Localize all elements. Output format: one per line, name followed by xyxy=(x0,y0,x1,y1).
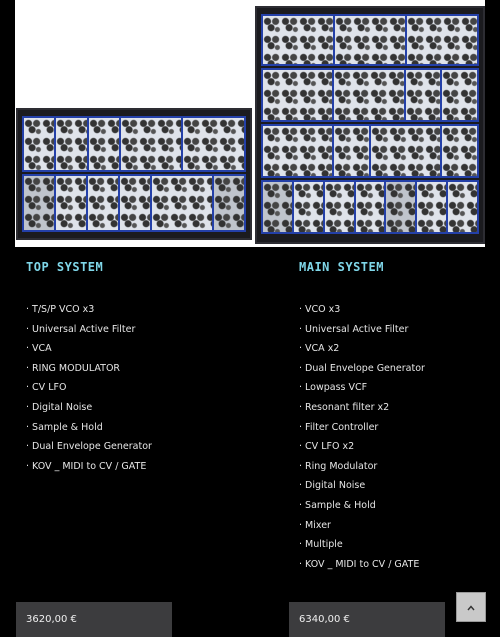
synth-module xyxy=(294,182,323,232)
main-case-row-3 xyxy=(261,124,479,178)
synth-module xyxy=(152,176,212,230)
main-system-section xyxy=(299,258,425,574)
list-item: · Dual Envelope Generator xyxy=(299,362,425,374)
synth-module xyxy=(407,16,477,64)
list-item: · VCO x3 xyxy=(299,304,341,315)
main-system-list xyxy=(299,300,425,574)
synth-module xyxy=(263,182,292,232)
scroll-top-button[interactable] xyxy=(456,592,486,622)
list-item: · VCA x2 xyxy=(299,343,340,355)
product-photo xyxy=(15,0,485,247)
top-system-price-button[interactable]: 3620,00 € xyxy=(16,602,172,637)
synth-module xyxy=(386,182,415,232)
list-item: · Digital Noise xyxy=(299,480,366,492)
list-item: · Universal Active Filter xyxy=(26,323,136,335)
synth-module xyxy=(56,118,86,170)
list-item: · KOV _ MIDI to CV / GATE xyxy=(299,558,420,570)
top-case-row-1 xyxy=(22,116,246,172)
synth-module xyxy=(263,16,333,64)
synth-module xyxy=(120,176,150,230)
main-case-row-4 xyxy=(261,180,479,234)
synth-module xyxy=(24,118,54,170)
synth-module xyxy=(356,182,385,232)
list-item: · VCA xyxy=(26,343,52,355)
list-item: · CV LFO xyxy=(26,382,67,394)
synth-module xyxy=(334,70,403,120)
list-item: · Ring Modulator xyxy=(299,460,378,472)
list-item: · T/S/P VCO x3 xyxy=(26,304,95,315)
synth-module xyxy=(371,126,440,176)
synth-module xyxy=(56,176,86,230)
synth-module xyxy=(121,118,182,170)
main-case-row-1 xyxy=(261,14,479,66)
top-case-row-2 xyxy=(22,174,246,232)
list-item: · Mixer xyxy=(299,519,331,531)
list-item: · Resonant filter x2 xyxy=(299,401,390,413)
list-item: · Filter Controller xyxy=(299,421,379,433)
synth-module xyxy=(406,70,441,120)
synth-module xyxy=(334,126,369,176)
list-item: · Universal Active Filter xyxy=(299,323,409,335)
synth-module xyxy=(417,182,446,232)
list-item: · RING MODULATOR xyxy=(26,362,121,374)
synth-module xyxy=(325,182,354,232)
list-item: · KOV _ MIDI to CV / GATE xyxy=(26,460,147,472)
main-case-row-2 xyxy=(261,68,479,122)
list-item: · Lowpass VCF xyxy=(299,382,368,394)
synth-module xyxy=(442,126,477,176)
main-system-title: MAIN SYSTEM xyxy=(299,260,384,274)
list-item: · Dual Envelope Generator xyxy=(26,441,152,453)
top-system-list xyxy=(26,300,152,476)
synth-module xyxy=(88,176,118,230)
list-item: · Sample & Hold xyxy=(299,499,376,511)
main-system-price-button[interactable]: 6340,00 € xyxy=(289,602,445,637)
main-system-case xyxy=(255,6,485,244)
list-item: · Multiple xyxy=(299,539,343,551)
top-system-case xyxy=(16,108,252,240)
chevron-up-icon xyxy=(466,598,476,617)
list-item: · Sample & Hold xyxy=(26,421,103,433)
synth-module xyxy=(89,118,119,170)
synth-module xyxy=(442,70,477,120)
synth-module xyxy=(263,126,332,176)
synth-module xyxy=(24,176,54,230)
synth-module xyxy=(335,16,405,64)
top-system-title: TOP SYSTEM xyxy=(26,260,104,274)
list-item: · CV LFO x2 xyxy=(299,441,355,453)
list-item: · Digital Noise xyxy=(26,401,93,413)
synth-module xyxy=(263,70,332,120)
synth-module xyxy=(214,176,244,230)
synth-module xyxy=(448,182,477,232)
top-system-section xyxy=(26,258,152,476)
synth-module xyxy=(183,118,244,170)
